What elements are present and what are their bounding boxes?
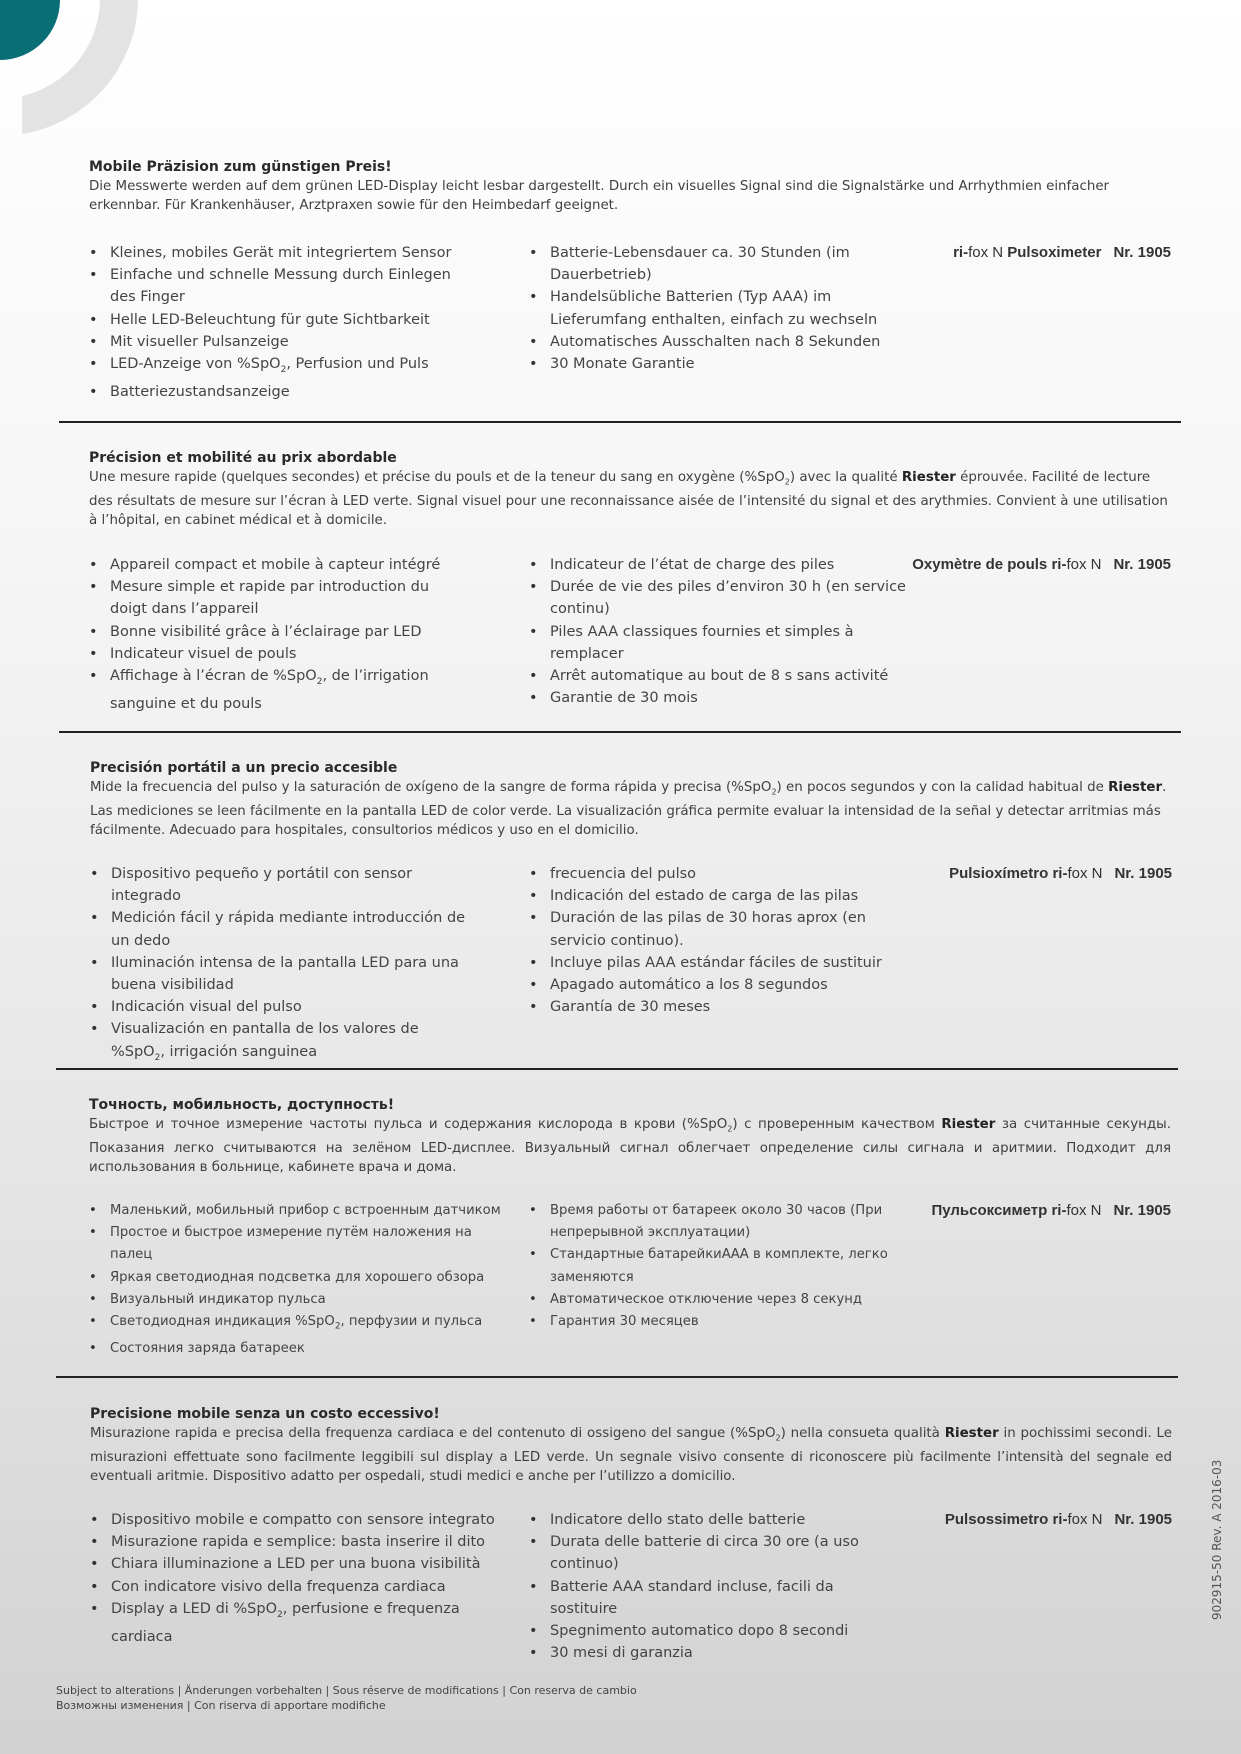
intro-text: за считанные секунды. Показания легко считываются на зелёном LED-дисплее. Визуальный сигнал облегчает определение силы сигнала и аритмии. Подходит для использования в больнице, кабинете врача и дома. — [89, 1117, 1171, 1175]
product-name — [912, 554, 1171, 576]
section-intro — [89, 1115, 1171, 1177]
feature-item: • Spegnimento automatico dopo 8 secondi — [529, 1620, 889, 1642]
feature-item: • Гарантия 30 месяцев — [529, 1311, 909, 1333]
product-label: Pulsoximeter — [1003, 244, 1102, 261]
product-label: Oxymètre de pouls — [912, 556, 1052, 573]
feature-item — [90, 1018, 475, 1068]
feature-item: • Durée de vie des piles d’environ 30 h (en service continu) — [529, 576, 909, 620]
feature-item: • Durata delle batterie di circa 30 ore (a uso continuo) — [529, 1531, 889, 1575]
footer-line: Возможны изменения | Con riserva di apportare modifiche — [56, 1699, 386, 1712]
feature-text: , перфузии и пульса — [340, 1314, 483, 1330]
feature-list-right — [529, 242, 909, 375]
feature-item: • Indicación del estado de carga de las pilas — [529, 885, 909, 907]
feature-item: • Время работы от батареек около 30 часов (При непрерывной эксплуатации) — [529, 1200, 909, 1244]
section-intro: Die Messwerte werden auf dem grünen LED-Display leicht lesbar dargestellt. Durch ein visuelles Signal sind die Signalstärke und Arrhythmien einfacher erkennbar. Für Krankenhäuser, Arztpraxen sowie für den Heimbedarf geeignet. — [89, 179, 1110, 213]
section-it — [90, 1405, 1172, 1662]
product-brand: ri- — [1051, 556, 1067, 573]
section-title: Точность, мобильность, доступность! — [89, 1097, 395, 1113]
feature-item: • 30 mesi di garanzia — [529, 1642, 889, 1664]
product-brand: fox N — [1067, 1511, 1103, 1528]
feature-list-left — [90, 1509, 500, 1648]
document-number: 902915-50 Rev. A 2016-03 — [1210, 1459, 1224, 1620]
intro-text: ) avec la qualité — [789, 470, 902, 485]
feature-text: Display a LED di %SpO — [111, 1600, 278, 1617]
feature-item: • Appareil compact et mobile à capteur intégré — [89, 554, 464, 576]
intro-text: Une mesure rapide (quelques secondes) et précise du pouls et de la teneur du sang en oxygène (%SpO — [89, 470, 785, 485]
section-ru — [89, 1096, 1171, 1356]
section-divider — [56, 1068, 1178, 1070]
brand-name: Riester — [1108, 780, 1163, 795]
feature-item: • 30 Monate Garantie — [529, 353, 909, 375]
brand-name: Riester — [941, 1117, 996, 1132]
product-label: Пульсоксиметр — [931, 1202, 1052, 1219]
feature-item: • Автоматическое отключение через 8 секунд — [529, 1289, 909, 1311]
feature-list — [529, 242, 909, 375]
subscript: 2 — [784, 477, 790, 487]
feature-item: • Indicateur de l’état de charge des piles — [529, 554, 909, 576]
feature-text: , de l’irrigation sanguine et du pouls — [110, 668, 429, 713]
feature-item: • Garantie de 30 mois — [529, 687, 909, 709]
subscript: 2 — [280, 364, 287, 375]
subscript: 2 — [334, 1321, 341, 1332]
intro-text: éprouvée. Facilité de lecture des résultats de mesure sur l’écran à LED verte. Signal visuel pour une reconnaissance aisée de l’intensité du signal et des arythmies. Convient à une utilisation à l’hôpital, en cabinet médical et à domicile. — [89, 470, 1168, 528]
product-brand: ri- — [1052, 1511, 1068, 1528]
intro-text: ) en pocos segundos y con la calidad habitual de — [776, 780, 1109, 795]
feature-item: • frecuencia del pulso — [529, 863, 909, 885]
corner-decoration — [0, 0, 140, 140]
footer-line: Subject to alterations | Änderungen vorbehalten | Sous réserve de modifications | Con reserva de cambio — [56, 1684, 637, 1697]
intro-text: in pochissimi secondi. Le misurazioni effettuate sono facilmente leggibili sul display a LED verde. Un segnale visivo consente di riconoscere più facilmente l’intensità del segnale ed eventuali aritmie. Dispositivo adatto per ospedali, studi medici e anche per l’utilizzo a domicilio. — [90, 1426, 1172, 1484]
product-number: Nr. 1905 — [1114, 1511, 1172, 1528]
feature-list — [529, 554, 909, 709]
feature-text: , irrigación sanguinea — [160, 1043, 318, 1060]
brand-name: Riester — [901, 470, 956, 485]
feature-text: Светодиодная индикация %SpO — [110, 1314, 335, 1330]
feature-item — [89, 1311, 509, 1338]
feature-item: • Dispositivo pequeño y portátil con sensor integrado — [90, 863, 475, 907]
brand-name: Riester — [944, 1426, 999, 1441]
product-brand: fox N — [1066, 556, 1102, 573]
feature-text: Affichage à l’écran de %SpO — [110, 668, 317, 685]
feature-item: • Automatisches Ausschalten nach 8 Sekunden — [529, 331, 909, 353]
feature-item: • Mit visueller Pulsanzeige — [89, 331, 464, 353]
feature-item: • Яркая светодиодная подсветка для хорошего обзора — [89, 1267, 509, 1289]
feature-item: • Стандартные батарейкиААА в комплекте, легко заменяются — [529, 1244, 909, 1288]
intro-text: Mide la frecuencia del pulso y la saturación de oxígeno de la sangre de forma rápida y precisa (%SpO — [90, 780, 772, 795]
section-intro — [89, 468, 1171, 530]
feature-item: • Dispositivo mobile e compatto con sensore integrato — [90, 1509, 500, 1531]
feature-text: , perfusione e frequenza cardiaca — [111, 1600, 460, 1645]
product-brand: fox N — [968, 244, 1004, 261]
feature-item: • Medición fácil y rápida mediante introducción de un dedo — [90, 907, 475, 951]
feature-list-left — [89, 554, 464, 715]
feature-item: • Indicatore dello stato delle batterie — [529, 1509, 889, 1531]
feature-item: • Состояния заряда батареек — [89, 1338, 509, 1360]
intro-text: Misurazione rapida e precisa della frequenza cardiaca e del contenuto di ossigeno del sangue (%SpO — [90, 1426, 776, 1441]
feature-item: • Duración de las pilas de 30 horas aprox (en servicio continuo). — [529, 907, 909, 951]
product-label: Pulsioxímetro — [949, 865, 1053, 882]
product-brand: fox N — [1067, 865, 1103, 882]
feature-item: • Chiara illuminazione a LED per una buona visibilità — [90, 1553, 500, 1575]
feature-item — [90, 1598, 500, 1648]
section-es — [90, 759, 1172, 1063]
section-title: Precisione mobile senza un costo eccessivo! — [90, 1406, 440, 1422]
feature-text: , Perfusion und Puls — [286, 356, 429, 373]
subscript: 2 — [771, 787, 777, 797]
feature-list — [529, 863, 909, 1018]
feature-list-left — [89, 242, 464, 403]
product-name — [945, 1509, 1172, 1531]
section-divider — [59, 731, 1181, 733]
section-divider — [59, 421, 1181, 423]
feature-list — [529, 1509, 889, 1664]
feature-item: • Incluye pilas AAA estándar fáciles de sustituir — [529, 952, 909, 974]
product-brand: ri- — [1051, 1202, 1067, 1219]
feature-item: • Con indicatore visivo della frequenza cardiaca — [90, 1576, 500, 1598]
feature-item: • Batterie AAA standard incluse, facili da sostituire — [529, 1576, 889, 1620]
section-title: Precisión portátil a un precio accesible — [90, 760, 398, 776]
section-fr — [89, 449, 1171, 713]
feature-item — [89, 665, 464, 715]
subscript: 2 — [154, 1052, 161, 1063]
feature-item: • Визуальный индикатор пульса — [89, 1289, 509, 1311]
section-title: Précision et mobilité au prix abordable — [89, 450, 397, 466]
feature-list — [90, 1509, 500, 1648]
feature-item: • Einfache und schnelle Messung durch Einlegen des Finger — [89, 264, 464, 308]
feature-item: • Misurazione rapida e semplice: basta inserire il dito — [90, 1531, 500, 1553]
feature-list — [529, 1200, 909, 1333]
feature-item: • Batteriezustandsanzeige — [89, 381, 464, 403]
feature-item: • Bonne visibilité grâce à l’éclairage par LED — [89, 621, 464, 643]
feature-text: Visualización en pantalla de los valores de %SpO — [111, 1021, 419, 1060]
product-label: Pulsossimetro — [944, 1511, 1053, 1528]
feature-list — [89, 554, 464, 715]
feature-item: • Простое и быстрое измерение путём наложения на палец — [89, 1222, 509, 1266]
feature-item: • Mesure simple et rapide par introduction du doigt dans l’appareil — [89, 576, 464, 620]
subscript: 2 — [316, 676, 323, 687]
subscript: 2 — [727, 1124, 733, 1134]
feature-item: • Arrêt automatique au bout de 8 s sans activité — [529, 665, 909, 687]
product-brand: ri- — [953, 244, 969, 261]
feature-list — [90, 863, 475, 1069]
product-name — [949, 863, 1172, 885]
product-number: Nr. 1905 — [1113, 1202, 1171, 1219]
feature-item: • Маленький, мобильный прибор с встроенным датчиком — [89, 1200, 509, 1222]
section-intro — [90, 1424, 1172, 1486]
product-number: Nr. 1905 — [1113, 244, 1171, 261]
feature-list-right — [529, 863, 909, 1018]
product-number: Nr. 1905 — [1113, 556, 1171, 573]
feature-text: LED-Anzeige von %SpO — [110, 356, 281, 373]
intro-text: ) с проверенным качеством — [732, 1117, 942, 1132]
feature-list-right — [529, 1200, 909, 1333]
footer-note — [56, 1683, 637, 1713]
feature-list-left — [89, 1200, 509, 1360]
feature-list-left — [90, 863, 475, 1069]
feature-item: • Apagado automático a los 8 segundos — [529, 974, 909, 996]
feature-item: • Handelsübliche Batterien (Typ AAA) im Lieferumfang enthalten, einfach zu wechseln — [529, 286, 909, 330]
section-de — [89, 158, 1171, 401]
feature-item: • Batterie-Lebensdauer ca. 30 Stunden (im Dauerbetrieb) — [529, 242, 909, 286]
feature-list-right — [529, 1509, 889, 1664]
feature-item: • Kleines, mobiles Gerät mit integriertem Sensor — [89, 242, 464, 264]
feature-item: • Iluminación intensa de la pantalla LED para una buena visibilidad — [90, 952, 475, 996]
subscript: 2 — [277, 1609, 283, 1620]
product-name — [931, 1200, 1171, 1222]
section-title: Mobile Präzision zum günstigen Preis! — [89, 159, 392, 175]
section-divider — [56, 1376, 1178, 1378]
feature-list — [89, 242, 464, 403]
feature-item: • Garantía de 30 meses — [529, 996, 909, 1018]
feature-item: • Piles AAA classiques fournies et simples à remplacer — [529, 621, 909, 665]
feature-item — [89, 353, 464, 381]
feature-item: • Helle LED-Beleuchtung für gute Sichtbarkeit — [89, 309, 464, 331]
product-brand: fox N — [1066, 1202, 1102, 1219]
intro-text: ) nella consueta qualità — [780, 1426, 945, 1441]
feature-item: • Indicación visual del pulso — [90, 996, 475, 1018]
intro-text: . Las mediciones se leen fácilmente en la pantalla LED de color verde. La visualización gráfica permite evaluar la intensidad de la señal y detectar arritmias más fácilmente. Adecuado para hospitales, consultorios médicos y uso en el domicilio. — [90, 780, 1167, 838]
feature-list-right — [529, 554, 909, 709]
product-name — [953, 242, 1171, 264]
subscript: 2 — [775, 1433, 781, 1443]
section-intro — [90, 778, 1172, 840]
product-brand: ri- — [1052, 865, 1068, 882]
feature-item: • Indicateur visuel de pouls — [89, 643, 464, 665]
product-number: Nr. 1905 — [1114, 865, 1172, 882]
intro-text: Быстрое и точное измерение частоты пульса и содержания кислорода в крови (%SpO — [89, 1117, 728, 1132]
feature-list — [89, 1200, 509, 1360]
